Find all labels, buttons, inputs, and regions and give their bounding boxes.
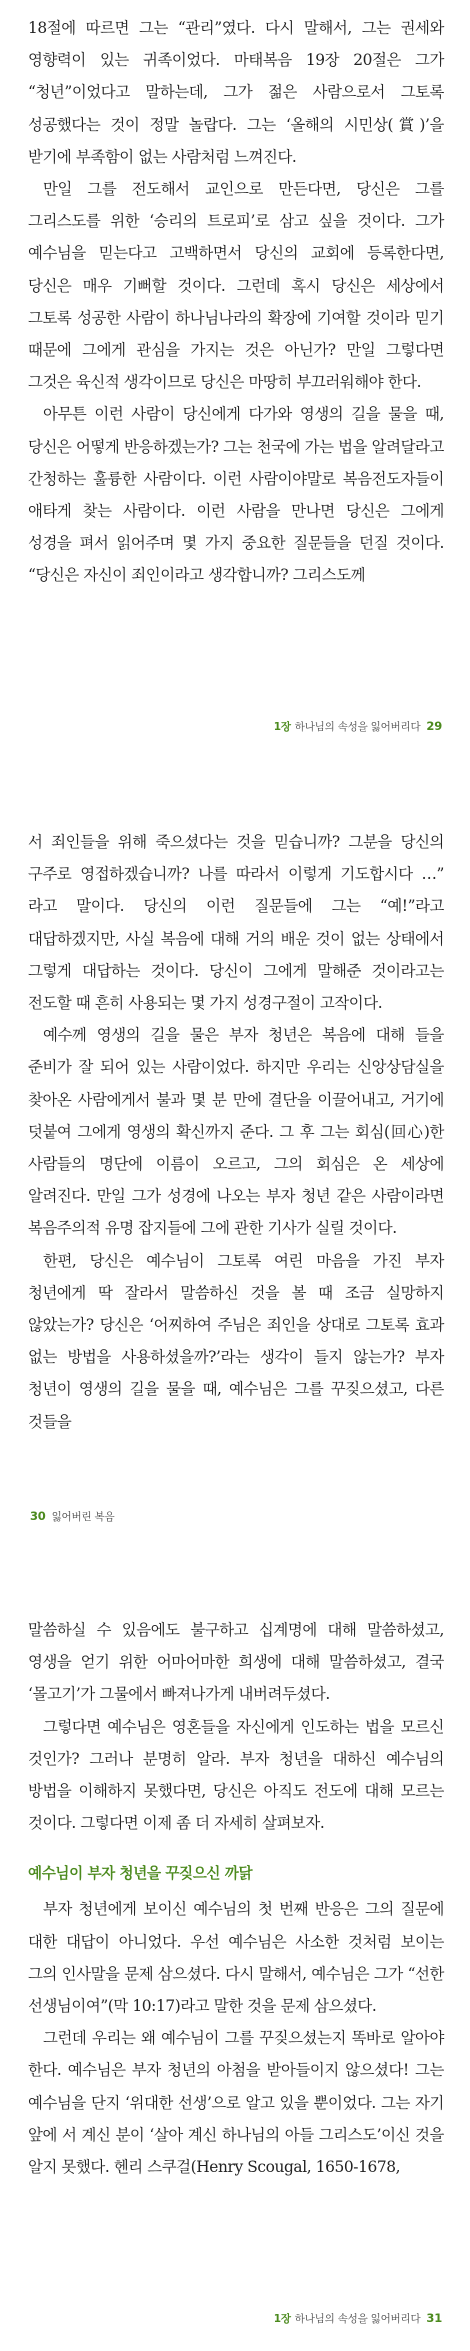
page-footer bbox=[274, 2311, 442, 2326]
paragraph: 만일 그를 전도해서 교인으로 만든다면, 당신은 그를 그리스도를 위한 ‘승리의 트로피’로 삼고 싶을 것이다. 그가 예수님을 믿는다고 고백하면서 당신의 교회에 등록한다면, 당신은 매우 기뻐할 것이다. 그런데 혹시 당신은 세상에서 그토록 성공한 사람이 하나님나라의 확장에 기여할 것이라 믿기 때문에 그에게 관심을 가지는 것은 아닌가? 만일 그렇다면 그것은 육신적 생각이므로 당신은 마땅히 부끄러워해야 한다. bbox=[28, 180, 444, 392]
page-footer bbox=[30, 1509, 114, 1524]
paragraph: 말씀하실 수 있음에도 불구하고 십계명에 대해 말씀하셨고, 영생을 얻기 위한 어마어마한 희생에 대해 말씀하셨고, 결국 ‘몰고기’가 그물에서 빠져나가게 내버려두셨다. bbox=[28, 1621, 444, 1704]
footer-title: 하나님의 속성을 잃어버리다 bbox=[294, 2313, 421, 2325]
footer-chapter: 1장 bbox=[273, 2313, 291, 2325]
paragraph: 18절에 따르면 그는 “관리”였다. 다시 말해서, 그는 권세와 영향력이 있는 귀족이었다. 마태복음 19장 20절은 그가 “청년”이었다고 말하는데, 그가 젊은 사람으로서 그토록 성공했다는 것이 정말 놀랍다. 그는 ‘올해의 시민상(賞)’을 받기에 부족함이 없는 사람처럼 느껴진다. bbox=[28, 19, 444, 166]
page-number: 31 bbox=[426, 2311, 442, 2325]
paragraph: 아무튼 이런 사람이 당신에게 다가와 영생의 길을 물을 때, 당신은 어떻게 반응하겠는가? 그는 천국에 가는 법을 알려달라고 간청하는 훌륭한 사람이다. 이런 사람이야말로 복음전도자들이 애타게 찾는 사람이다. 이런 사람을 만나면 당신은 그에게 성경을 펴서 읽어주며 몇 가지 중요한 질문들을 던질 것이다. “당신은 자신이 죄인이라고 생각합니까? 그리스도께 bbox=[28, 405, 444, 585]
paragraph: 부자 청년에게 보이신 예수님의 첫 번째 반응은 그의 질문에 대한 대답이 아니었다. 우선 예수님은 사소한 것처럼 보이는 그의 인사말을 문제 삼으셨다. 다시 말해서, 예수님은 그가 “선한 선생님이여”(막 10:17)라고 말한 것을 문제 삼으셨다. bbox=[28, 1900, 444, 2016]
paragraph: 예수께 영생의 길을 물은 부자 청년은 복음에 대해 들을 준비가 잘 되어 있는 사람이었다. 하지만 우리는 신앙상담실을 찾아온 사람에게서 불과 몇 분 만에 결단을 이끌어내고, 거기에 덧붙여 그에게 영생의 확신까지 준다. 그 후 그는 회심(回心)한 사람들의 명단에 이름이 오르고, 그의 회심은 온 세상에 알려진다. 만일 그가 성경에 나오는 부자 청년 같은 사람이라면 복음주의적 유명 잡지들에 그에 관한 기사가 실릴 것이다. bbox=[28, 1026, 444, 1238]
section-heading: 예수님이 부자 청년을 꾸짖으신 까닭 bbox=[28, 1865, 253, 1883]
footer-title: 하나님의 속성을 잃어버리다 bbox=[294, 721, 421, 733]
book-page-30 bbox=[0, 790, 470, 1580]
book-page-29 bbox=[0, 0, 470, 790]
page-number: 30 bbox=[30, 1509, 46, 1523]
paragraph: 한편, 당신은 예수님이 그토록 여린 마음을 가진 부자 청년에게 딱 잘라서 말씀하신 것을 볼 때 조금 실망하지 않았는가? 당신은 ‘어찌하여 주님은 죄인을 상대로 그토록 효과 없는 방법을 사용하셨을까?’라는 생각이 들지 않는가? 부자 청년이 영생의 길을 물을 때, 예수님은 그를 꾸짖으셨고, 다른 것들을 bbox=[28, 1251, 444, 1431]
footer-title: 잃어버린 복음 bbox=[51, 1511, 115, 1523]
page-number: 29 bbox=[426, 719, 442, 733]
page-footer bbox=[274, 719, 442, 734]
page-body bbox=[28, 1614, 444, 2183]
paragraph: 그런데 우리는 왜 예수님이 그를 꾸짖으셨는지 똑바로 알아야 한다. 예수님은 부자 청년의 아첨을 받아들이지 않으셨다! 그는 예수님을 단지 ‘위대한 선생’으로 알고 있을 뿐이었다. 그는 자기 앞에 서 계신 분이 ‘살아 계신 하나님의 아들 그리스도’이신 것을 알지 못했다. 헨리 스쿠걸(Henry Scougal, 1650-1678, bbox=[28, 2029, 444, 2177]
page-body bbox=[28, 826, 444, 1438]
paragraph: 서 죄인들을 위해 죽으셨다는 것을 믿습니까? 그분을 당신의 구주로 영접하겠습니까? 나를 따라서 이렇게 기도합시다 …” 라고 말이다. 당신의 이런 질문들에 그는 “예!”라고 대답하겠지만, 사실 복음에 대해 거의 배운 것이 없는 상태에서 그렇게 대답하는 것이다. 당신이 그에게 말해준 것이라고는 전도할 때 흔히 사용되는 몇 가지 성경구절이 고작이다. bbox=[28, 833, 444, 1013]
book-page-31 bbox=[0, 1580, 470, 2351]
paragraph: 그렇다면 예수님은 영혼들을 자신에게 인도하는 법을 모르신 것인가? 그러나 분명히 알라. 부자 청년을 대하신 예수님의 방법을 이해하지 못했다면, 당신은 아직도 전도에 대해 모르는 것이다. 그렇다면 이제 좀 더 자세히 살펴보자. bbox=[28, 1717, 444, 1833]
footer-chapter: 1장 bbox=[273, 721, 291, 733]
page-body bbox=[28, 12, 444, 592]
